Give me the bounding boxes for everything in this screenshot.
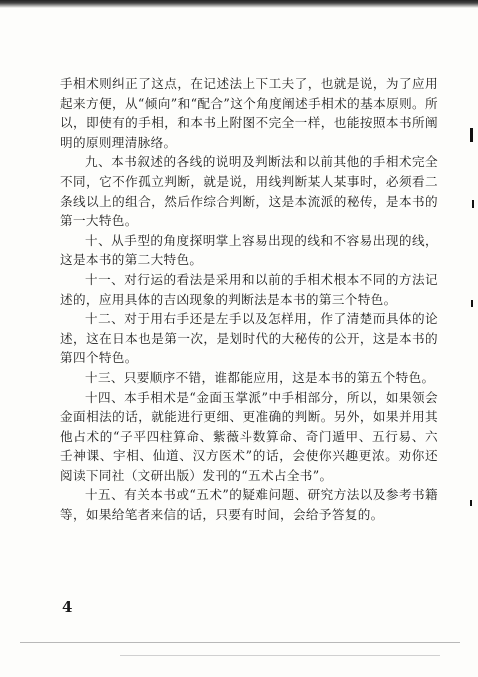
paragraph-item-10: 十、从手型的角度探明掌上容易出现的线和不容易出现的线，这是本书的第二大特色。 — [60, 232, 438, 268]
scan-speck — [472, 200, 474, 208]
scan-speck — [470, 128, 473, 142]
scan-bottom-line — [20, 642, 460, 643]
paragraph-item-13: 十三、只要顺序不错，谁都能应用，这是本书的第五个特色。 — [85, 369, 435, 385]
scan-speck — [471, 300, 473, 307]
paragraph-item-9: 九、本书叙述的各线的说明及判断法和以前其他的手相术完全不同，它不作孤立判断，就是说，用线判断某人某事时，必须看二条线以上的组合，然后作综合判断，这是本流派的秘传，是本书的第一大特色。 — [60, 154, 438, 229]
page-number: 4 — [62, 598, 73, 616]
paragraph-item-11: 十一、对行运的看法是采用和以前的手相术根本不同的方法记述的，应用具体的吉凶现象的判断法是本书的第三个特色。 — [60, 271, 438, 307]
scan-top-edge — [0, 0, 478, 8]
paragraph-item-14: 十四、本手相术是“金面玉掌派”中手相部分，所以，如果领会金面相法的话，就能进行更细、更准确的判断。另外，如果并用其他占术的“子平四柱算命、紫薇斗数算命、奇门遁甲、五行易、六壬神课、宇相、仙道、汉方医术”的话，会使你兴趣更浓。劝你还阅读下同社（文研出版）发刊的“五术占全书”。 — [60, 389, 438, 483]
body-text — [60, 74, 438, 525]
scan-bottom-line — [120, 655, 440, 656]
paragraph-item-12: 十二、对于用右手还是左手以及怎样用，作了清楚而具体的论述，这在日本也是第一次，是划时代的大秘传的公开，这是本书的第四个特色。 — [60, 311, 438, 366]
paragraph-continuation: 手相术则纠正了这点，在记述法上下工夫了，也就是说，为了应用起来方便，从“倾向”和“配合”这个角度阐述手相术的基本原则。所以，即使有的手相，和本书上附图不完全一样，也能按照本书所阐明的原则理清脉络。 — [60, 76, 438, 150]
scan-speck — [470, 500, 472, 506]
paragraph-item-15: 十五、有关本书或“五术”的疑难问题、研究方法以及参考书籍等，如果给笔者来信的话，只要有时间，会给予答复的。 — [60, 487, 438, 523]
